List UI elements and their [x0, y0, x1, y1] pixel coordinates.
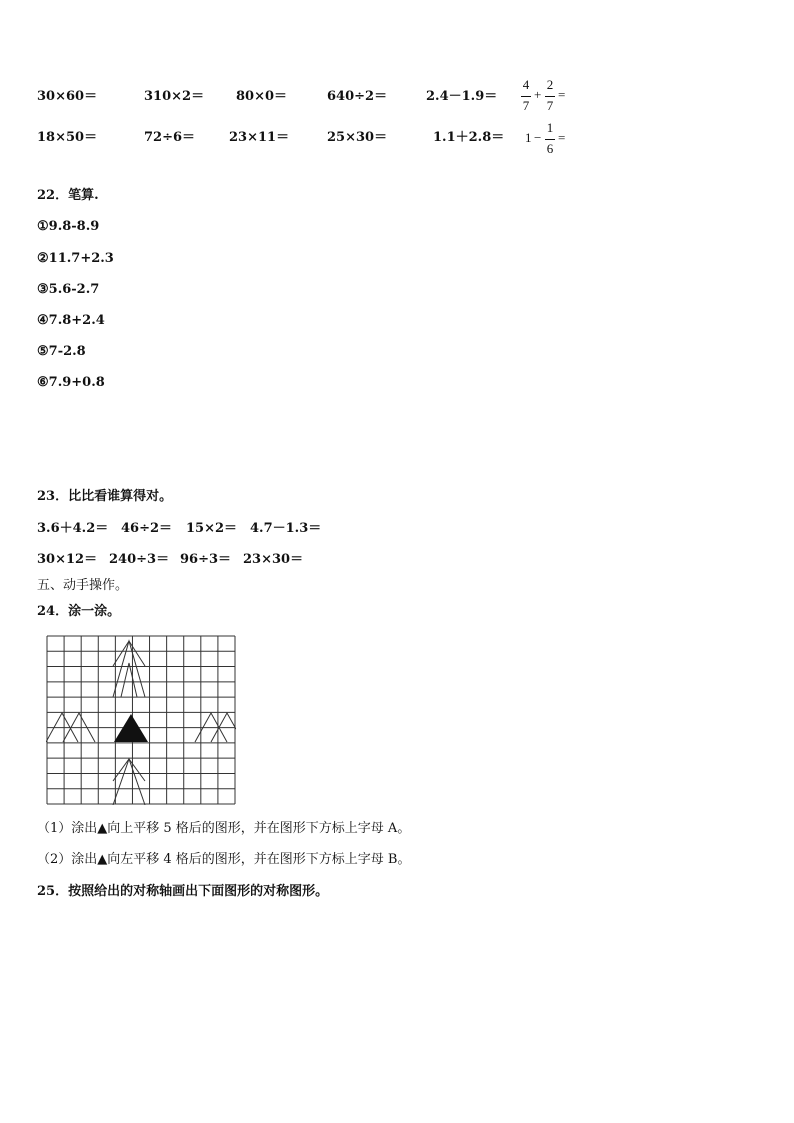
q23-calc-6: 240÷3＝	[109, 552, 170, 567]
q22-item-6: ⑥7.9+0.8	[37, 375, 105, 390]
q22-title: 22．笔算.	[37, 188, 99, 203]
fraction-difference: 1 − 1 6 =	[525, 120, 566, 156]
q23-calc-8: 23×30＝	[243, 552, 304, 567]
oral-calc-5: 2.4－1.9＝	[426, 89, 498, 104]
fraction-sum: 4 7 + 2 7 =	[522, 77, 566, 113]
oral-calc-4: 640÷2＝	[327, 89, 388, 104]
q22-item-2: ②11.7+2.3	[37, 251, 114, 266]
oral-calc-8: 23×11＝	[229, 130, 290, 145]
q23-calc-4: 4.7－1.3＝	[250, 521, 322, 536]
q23-calc-3: 15×2＝	[186, 521, 238, 536]
q24-title: 24．涂一涂。	[37, 604, 121, 619]
q23-calc-1: 3.6＋4.2＝	[37, 521, 109, 536]
q23-calc-5: 30×12＝	[37, 552, 98, 567]
oral-calc-1: 30×60＝	[37, 89, 98, 104]
arrow-shapes	[46, 641, 236, 805]
q24-sub-1: （1）涂出▲向上平移 5 格后的图形，并在图形下方标上字母 A。	[37, 821, 411, 836]
oral-calc-2: 310×2＝	[144, 89, 205, 104]
oral-calc-7: 72÷6＝	[144, 130, 196, 145]
q23-calc-7: 96÷3＝	[180, 552, 232, 567]
q22-item-3: ③5.6-2.7	[37, 282, 100, 297]
q24-sub-2: （2）涂出▲向左平移 4 格后的图形，并在图形下方标上字母 B。	[37, 852, 411, 867]
grid-diagram	[46, 635, 236, 805]
q22-item-1: ①9.8-8.9	[37, 219, 100, 234]
q23-title: 23．比比看谁算得对。	[37, 489, 173, 504]
q22-item-4: ④7.8+2.4	[37, 313, 105, 328]
q22-item-5: ⑤7-2.8	[37, 344, 86, 359]
oral-calc-3: 80×0＝	[236, 89, 288, 104]
oral-calc-6: 18×50＝	[37, 130, 98, 145]
section-five-heading: 五、动手操作。	[37, 578, 129, 593]
q23-calc-2: 46÷2＝	[121, 521, 173, 536]
oral-calc-10: 1.1＋2.8＝	[433, 130, 505, 145]
q25-title: 25．按照给出的对称轴画出下面图形的对称图形。	[37, 884, 329, 899]
oral-calc-9: 25×30＝	[327, 130, 388, 145]
